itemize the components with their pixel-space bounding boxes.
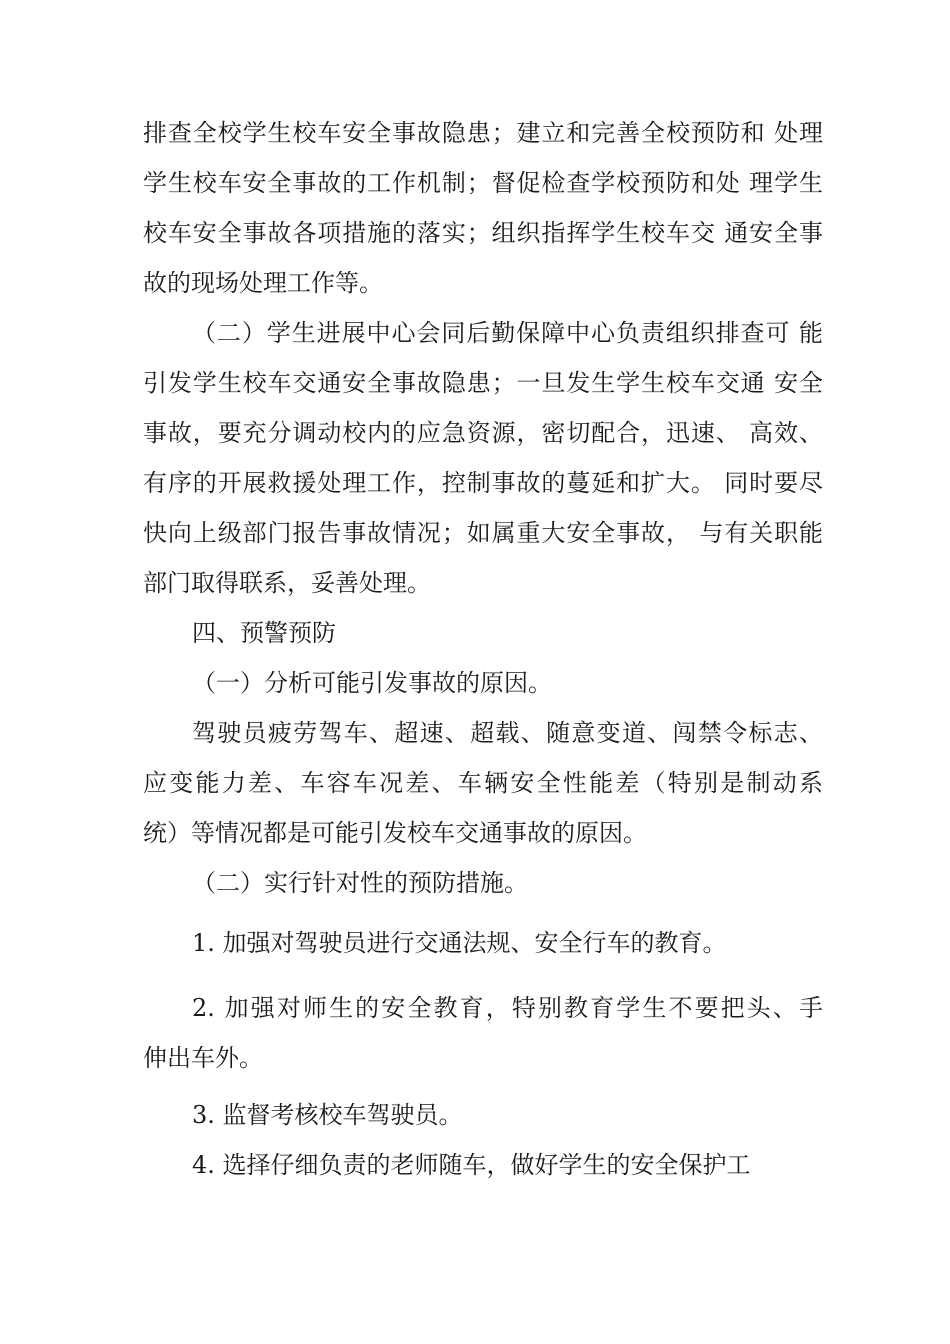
body-text-line: 快向上级部门报告事故情况；如属重大安全事故， 与有关职能 — [143, 519, 823, 547]
body-text-line: 排查全校学生校车安全事故隐患；建立和完善全校预防和 处理 — [143, 119, 823, 147]
body-text-line: 事故，要充分调动校内的应急资源，密切配合，迅速、 高效、 — [143, 419, 823, 447]
subsection-heading: （二）实行针对性的预防措施。 — [192, 869, 528, 897]
list-item: 3. 监督考核校车驾驶员。 — [192, 1101, 463, 1129]
body-text-line: 有序的开展救援处理工作，控制事故的蔓延和扩大。 同时要尽 — [143, 469, 823, 497]
list-item-continuation: 伸出车外。 — [143, 1044, 263, 1072]
subsection-heading: （一）分析可能引发事故的原因。 — [192, 669, 552, 697]
paragraph-heading-2: （二）学生进展中心会同后勤保障中心负责组织排查可 能 — [192, 319, 823, 347]
body-text-line: 故的现场处理工作等。 — [143, 269, 383, 297]
body-text-line: 统）等情况都是可能引发校车交通事故的原因。 — [143, 819, 647, 847]
list-item: 2. 加强对师生的安全教育，特别教育学生不要把头、手 — [192, 994, 823, 1022]
body-text-line: 学生校车安全事故的工作机制；督促检查学校预防和处 理学生 — [143, 169, 823, 197]
list-item: 1. 加强对驾驶员进行交通法规、安全行车的教育。 — [192, 929, 727, 957]
section-heading: 四、预警预防 — [192, 619, 336, 647]
body-text-line: 驾驶员疲劳驾车、超速、超载、随意变道、闯禁令标志、 — [192, 719, 823, 747]
body-text-line: 部门取得联系，妥善处理。 — [143, 569, 431, 597]
list-item: 4. 选择仔细负责的老师随车，做好学生的安全保护工 — [192, 1151, 751, 1179]
body-text-line: 应变能力差、车容车况差、车辆安全性能差（特别是制动系 — [143, 769, 823, 797]
body-text-line: 校车安全事故各项措施的落实；组织指挥学生校车交 通安全事 — [143, 219, 823, 247]
body-text-line: 引发学生校车交通安全事故隐患；一旦发生学生校车交通 安全 — [143, 369, 823, 397]
